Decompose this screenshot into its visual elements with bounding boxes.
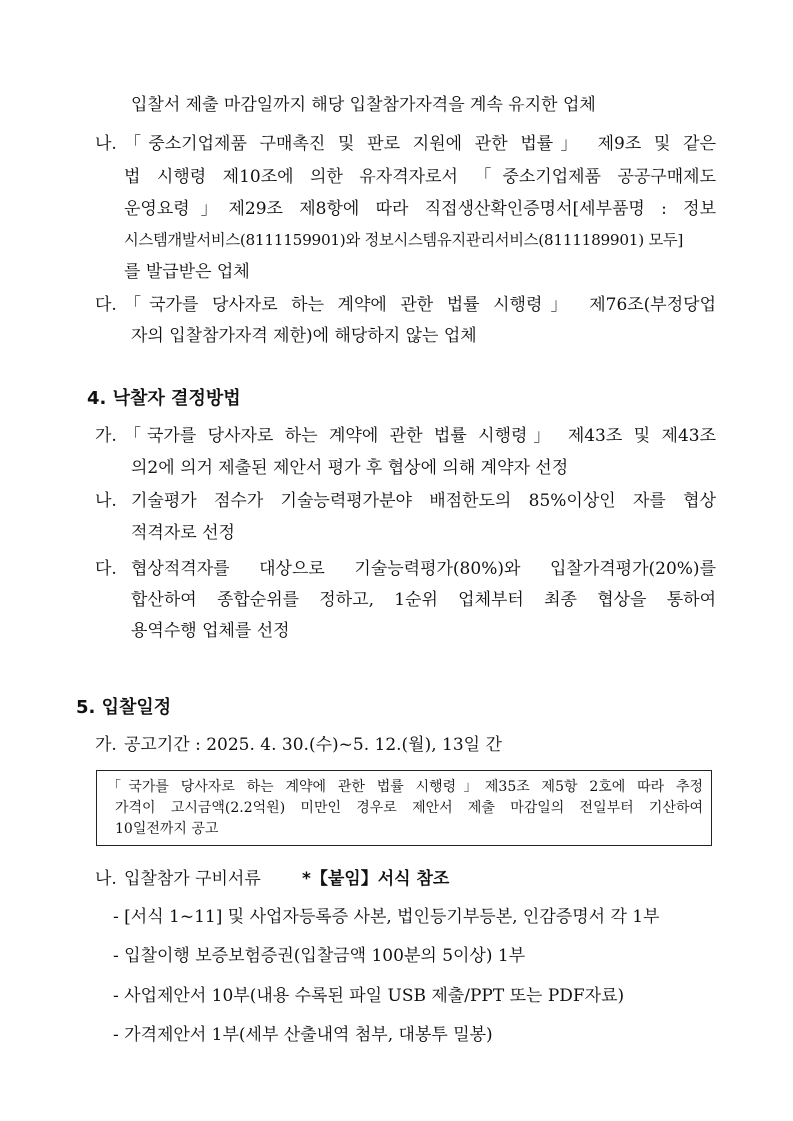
section4-item-ga-marker: 가. xyxy=(95,426,117,446)
note-line-1: 「국가를 당사자로 하는 계약에 관한 법률 시행령」제35조 제5항 2호에 따라 추정 xyxy=(107,779,703,795)
section5-heading: 5. 입찰일정 xyxy=(76,697,172,718)
section3-item-da-line-1: 「국가를 당사자로 하는 계약에 관한 법률 시행령」 제76조(부정당업 xyxy=(124,295,716,315)
section4-item-na-marker: 나. xyxy=(95,491,117,511)
note-line-3: 10일전까지 공고 xyxy=(115,821,219,837)
section4-item-ga-line-2: 의2에 의거 제출된 제안서 평가 후 협상에 의해 계약자 선정 xyxy=(131,458,569,478)
section4-heading: 4. 낙찰자 결정방법 xyxy=(87,388,241,409)
section3-item-na-line-4: 시스템개발서비스(8111159901)와 정보시스템유지관리서비스(8111189901) 모두] xyxy=(124,231,684,249)
required-doc-item: - 가격제안서 1부(세부 산출내역 첨부, 대봉투 밀봉) xyxy=(113,1025,493,1045)
section4-item-da-marker: 다. xyxy=(95,559,117,579)
required-doc-item: - 입찰이행 보증보험증권(입찰금액 100분의 5이상) 1부 xyxy=(113,946,526,966)
section3-item-na-marker: 나. xyxy=(95,134,117,154)
section3-item-na-line-1: 「중소기업제품 구매촉진 및 판로 지원에 관한 법률」 제9조 및 같은 xyxy=(124,134,716,154)
required-doc-item: - [서식 1~11] 및 사업자등록증 사본, 법인등기부등본, 인감증명서 각 1부 xyxy=(113,907,660,927)
required-doc-item: - 사업제안서 10부(내용 수록된 파일 USB 제출/PPT 또는 PDF자료) xyxy=(113,986,625,1006)
section3-item-na-line-5: 를 발급받은 업체 xyxy=(124,262,250,282)
section5-item-ga-marker: 가. xyxy=(95,735,117,755)
note-line-2: 가격이 고시금액(2.2억원) 미만인 경우로 제안서 제출 마감일의 전일부터 기산하여 xyxy=(115,800,703,816)
section3-item-na-line-2: 법 시행령 제10조에 의한 유자격자로서 「중소기업제품 공공구매제도 xyxy=(124,167,716,187)
section3-item-da-marker: 다. xyxy=(95,295,117,315)
section3-item-na-line-3: 운영요령」제29조 제8항에 따라 직접생산확인증명서[세부품명 : 정보 xyxy=(124,199,716,219)
section3-item-ga-continuation: 입찰서 제출 마감일까지 해당 입찰참가자격을 계속 유지한 업체 xyxy=(131,95,596,115)
section5-item-na-marker: 나. xyxy=(95,869,117,889)
section5-item-na-text: 입찰참가 구비서류 xyxy=(124,869,261,889)
section3-item-da-line-2: 자의 입찰참가자격 제한)에 해당하지 않는 업체 xyxy=(131,326,477,346)
section5-item-ga-text: 공고기간 : 2025. 4. 30.(수)~5. 12.(월), 13일 간 xyxy=(124,735,502,755)
section4-item-da-line-1: 협상적격자를 대상으로 기술능력평가(80%)와 입찰가격평가(20%)를 xyxy=(131,559,716,579)
notice-period-note-box xyxy=(96,770,712,846)
section4-item-na-line-2: 적격자로 선정 xyxy=(131,523,235,543)
section4-item-da-line-2: 합산하여 종합순위를 정하고, 1순위 업체부터 최종 협상을 통하여 xyxy=(131,590,716,610)
section4-item-da-line-3: 용역수행 업체를 선정 xyxy=(131,621,290,641)
section4-item-na-line-1: 기술평가 점수가 기술능력평가분야 배점한도의 85%이상인 자를 협상 xyxy=(131,491,716,511)
section4-item-ga-line-1: 「국가를 당사자로 하는 계약에 관한 법률 시행령」 제43조 및 제43조 xyxy=(124,426,716,446)
attachment-reference: *【붙임】서식 참조 xyxy=(302,869,450,889)
